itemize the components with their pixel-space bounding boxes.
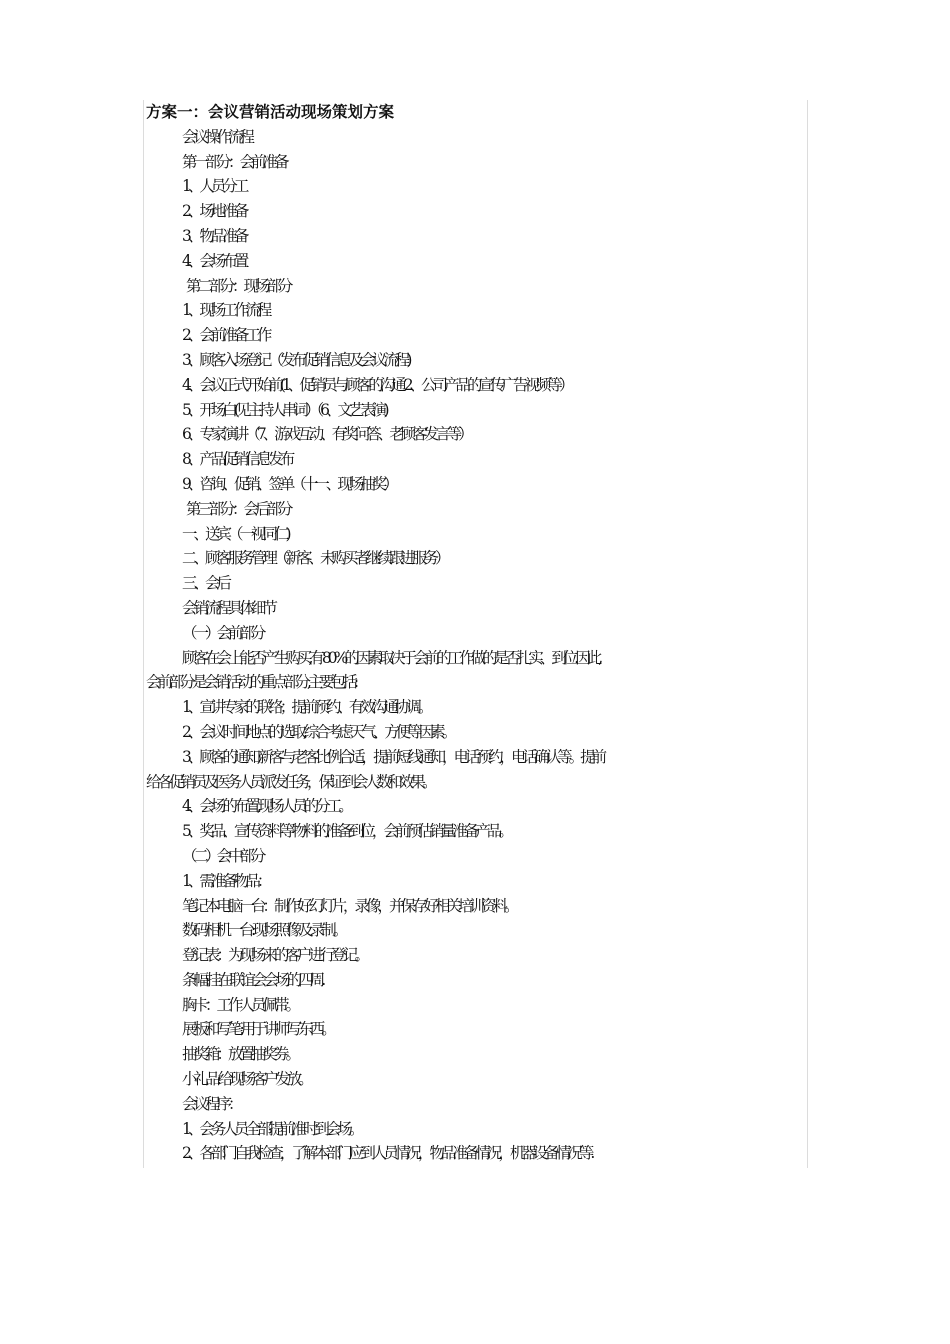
- document-lines: [146, 125, 807, 1166]
- paragraph-line: 1、需准备物品：: [182, 871, 269, 890]
- paragraph-line: 三、会后: [182, 574, 229, 593]
- paragraph-line: 展板和写笔:用于讲师写东西。: [182, 1020, 333, 1039]
- paragraph-line: 条幅:挂在联谊会会场的四周.: [182, 970, 323, 989]
- paragraph-line: 胸卡：工作人员佩带。: [182, 995, 298, 1014]
- paragraph-line: 第二部分：现场部分: [186, 276, 290, 295]
- paragraph-line: 第一部分：会前准备: [182, 152, 286, 171]
- paragraph-line: 3、物品准备: [182, 226, 246, 245]
- paragraph-line: 一、送宾（一视同仁): [182, 524, 288, 543]
- paragraph-line: 3、顾客入场登记（发布促销信息及会议流程): [182, 350, 409, 369]
- paragraph-line: 2、各部门自我检查，了解本部门应到人员情况，物品准备情况，机器设备情况等.: [182, 1144, 592, 1163]
- paragraph-line: 1、宣讲专家的联络；提前预约、有效沟通协调。: [182, 698, 430, 717]
- paragraph-line: 第三部分：会后部分: [186, 499, 290, 518]
- paragraph-line: 5、奖品、宣传资料等物料的准备到位，会前预估销量准备产品。: [182, 822, 510, 841]
- paragraph-line: 抽奖箱：放置抽奖券。: [182, 1045, 298, 1064]
- paragraph-line: 给各促销员及医务人员派发任务，保证到会人数和效果。: [146, 772, 434, 791]
- document-body: [143, 100, 808, 1168]
- paragraph-line: 5、开场白(见主持人串词）（6、文艺表演): [182, 400, 386, 419]
- paragraph-line: 小礼品:给现场客户发放。: [182, 1070, 310, 1089]
- paragraph-line: 会前部分是会销活动的重点部分,主要包括:: [146, 673, 356, 692]
- paragraph-line: 1、会务人员全部提前准时到会场。: [182, 1119, 361, 1138]
- paragraph-line: 会议操作流程: [182, 127, 252, 146]
- paragraph-line: 会议程序：: [182, 1094, 240, 1113]
- paragraph-line: 4、会议正式开始前(1、促销员与顾客的沟通 2、公司产品的宣传广告视频等）: [182, 375, 571, 394]
- paragraph-line: 3、顾客的通知;新客与老客比例合适，提前短线通知，电话预约，电话确认等。提前: [182, 747, 604, 766]
- paragraph-line: （二）会中部分: [182, 846, 263, 865]
- paragraph-line: 数码相机一台:现场照像及录制。: [182, 921, 345, 940]
- document-title: 方案一：会议营销活动现场策划方案: [146, 103, 395, 121]
- paragraph-line: 6、专家演讲（7、游戏互动、有奖问答、老顾客发言等）: [182, 425, 470, 444]
- paragraph-line: 4、会场的布置,现场人员的分工。: [182, 797, 350, 816]
- paragraph-line: 二、顾客服务管理（新客、未购买者继续跟进服务）: [182, 549, 447, 568]
- paragraph-line: 8、产品促销信息发布: [182, 450, 292, 469]
- paragraph-line: 笔记本电脑一台：制作好幻灯片，录像，并保存好相关培训资料。: [182, 896, 516, 915]
- paragraph-line: 9、咨询、促销、签单（十一、现场抽奖）: [182, 474, 395, 493]
- paragraph-line: 1、人员分工: [182, 177, 246, 196]
- paragraph-line: （一）会前部分: [182, 623, 263, 642]
- paragraph-line: 1、现场工作流程: [182, 301, 269, 320]
- paragraph-line: 2、会前准备工作: [182, 326, 269, 345]
- paragraph-line: 4、会场布置: [182, 251, 246, 270]
- paragraph-line: 登记表：为现场来的客户进行登记。: [182, 946, 367, 965]
- paragraph-line: 2、场地准备: [182, 202, 246, 221]
- paragraph-line: 2、会议时间地点的选取,综合考虑天气、方便等因素。: [182, 722, 454, 741]
- paragraph-line: 顾客在会上能否产生购买,有 80%的因素取决于会前的工作做的是否扎实、到位.因此,: [182, 648, 600, 667]
- paragraph-line: 会销流程具体细节: [182, 598, 275, 617]
